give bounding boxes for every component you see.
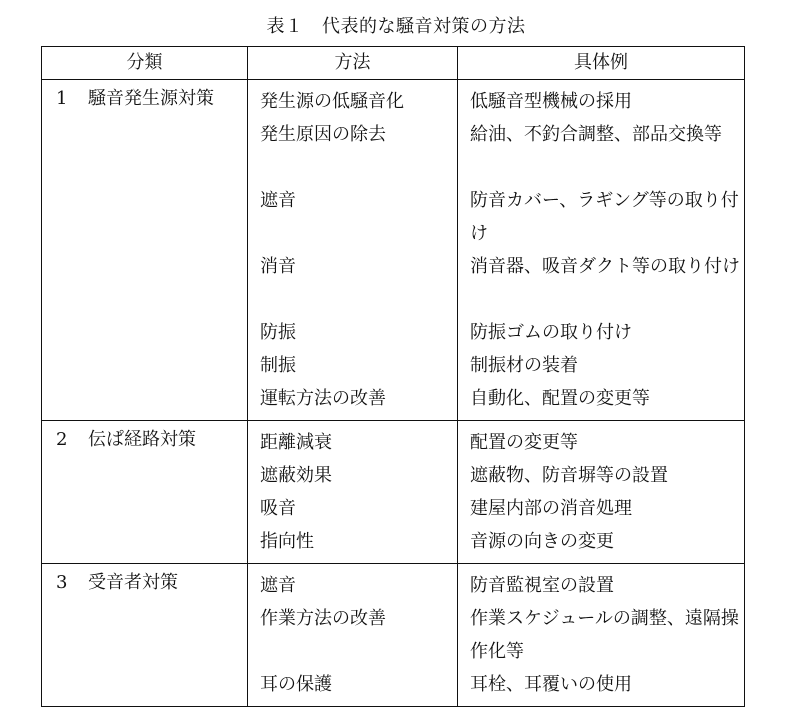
method-item: 防振 [260,322,296,343]
example-text: 建屋内部の消音処理 [470,498,632,519]
example-text: 耳栓、耳覆いの使用 [470,674,632,695]
header-row [42,47,745,80]
example-item [470,668,740,701]
header-example: 具体例 [458,47,745,80]
category-label: 伝ぱ経路対策 [88,429,196,450]
example-text: 制振材の装着 [470,355,578,376]
example-text: 消音器、吸音ダクト等の取り付け [470,256,740,277]
example-text: 低騒音型機械の採用 [470,91,632,112]
method-item: 耳の保護 [260,674,332,695]
method-item: 消音 [260,256,296,277]
example-cell [458,564,745,707]
table-title: 表１ 代表的な騒音対策の方法 [266,16,526,37]
example-text: 給油、不釣合調整、部品交換等 [470,124,722,145]
method-item: 吸音 [260,498,296,519]
example-item [470,569,740,602]
method-cell [248,564,458,707]
method-item: 遮音 [260,190,296,211]
example-item [470,85,740,118]
category-label: 受音者対策 [88,572,178,593]
example-item [470,492,740,525]
category-label: 騒音発生源対策 [88,88,214,109]
header-category: 分類 [42,47,248,80]
table-row-group-1 [42,80,745,421]
example-text: 防音監視室の設置 [470,575,614,596]
category-number: 2 [56,429,68,450]
header-method: 方法 [248,47,458,80]
category-number: 3 [56,572,68,593]
example-cell [458,80,745,421]
category-cell [42,564,248,707]
example-item [470,459,740,492]
method-item: 指向性 [260,531,314,552]
example-item [470,426,740,459]
category-cell [42,421,248,564]
example-item [470,382,740,415]
category-number: 1 [56,88,68,109]
example-item [470,118,740,184]
example-cell [458,421,745,564]
example-item [470,349,740,382]
example-text: 音源の向きの変更 [470,531,614,552]
example-text: 防音カバー、ラギング等の取り付け [470,190,739,244]
example-text: 作業スケジュールの調整、遠隔操作化等 [470,608,739,662]
noise-countermeasures-table [41,46,745,707]
method-item: 運転方法の改善 [260,388,386,409]
method-item: 発生源の低騒音化 [260,91,404,112]
example-text: 防振ゴムの取り付け [470,322,632,343]
table-row-group-3 [42,564,745,707]
example-item [470,602,740,668]
method-cell [248,421,458,564]
table-row-group-2 [42,421,745,564]
example-text: 配置の変更等 [470,432,578,453]
method-item: 距離減衰 [260,432,332,453]
example-text: 遮蔽物、防音塀等の設置 [470,465,668,486]
method-item: 制振 [260,355,296,376]
method-item: 遮蔽効果 [260,465,332,486]
category-cell [42,80,248,421]
example-text: 自動化、配置の変更等 [470,388,650,409]
example-item [470,525,740,558]
example-item [470,316,740,349]
example-item [470,184,740,250]
method-item: 発生原因の除去 [260,124,386,145]
method-item: 遮音 [260,575,296,596]
method-cell [248,80,458,421]
method-item: 作業方法の改善 [260,608,386,629]
example-item [470,250,740,316]
